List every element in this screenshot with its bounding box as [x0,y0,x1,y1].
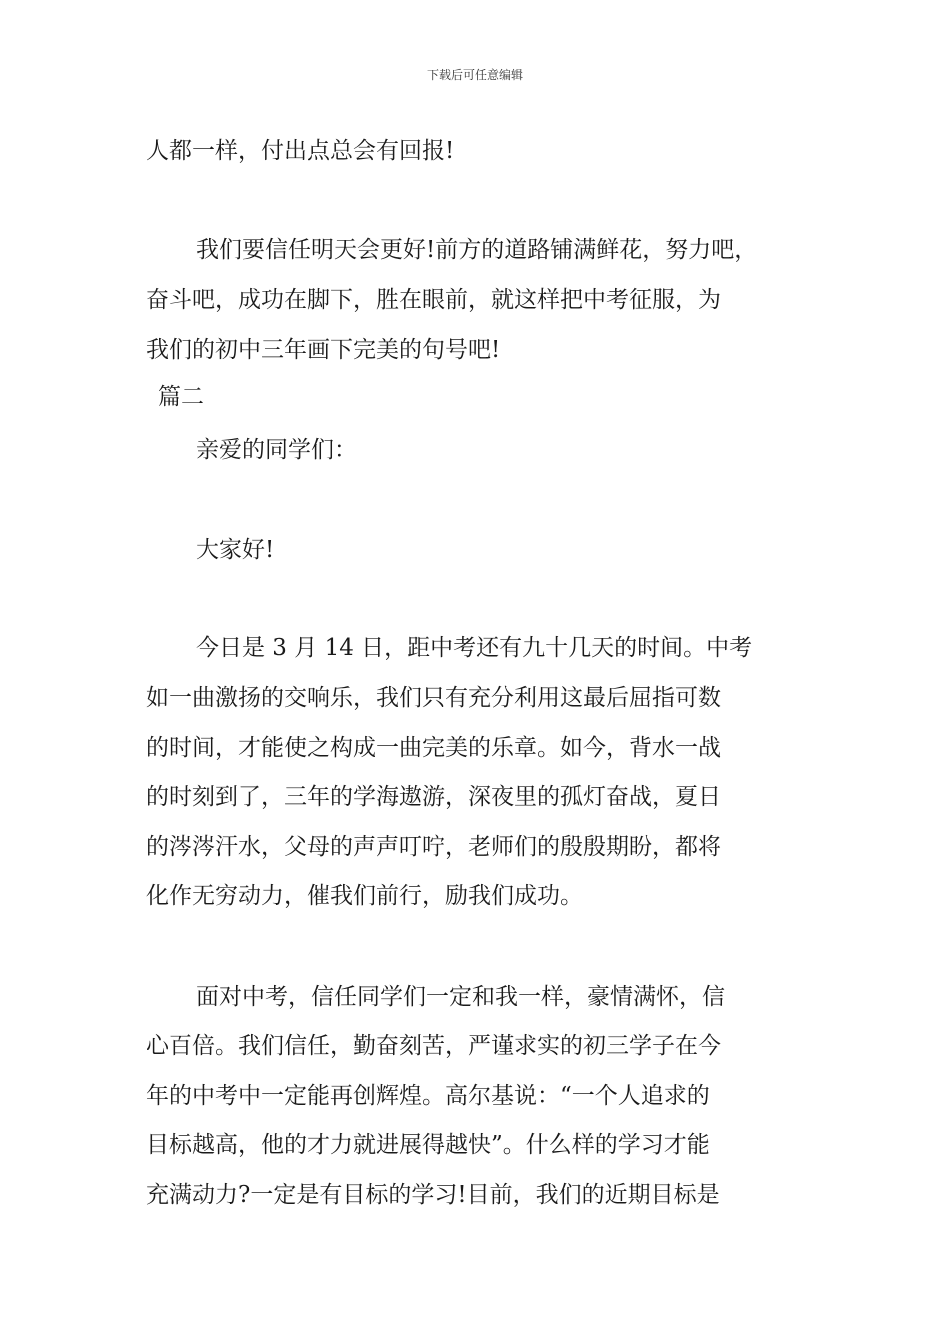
paragraph-line: 化作无穷动力，催我们前行，励我们成功。 [146,883,583,909]
paragraph-line: 人都一样，付出点总会有回报! [146,138,455,164]
paragraph-line: 面对中考，信任同学们一定和我一样，豪情满怀，信 [196,984,725,1010]
paragraph-line: 年的中考中一定能再创辉煌。高尔基说：“一个人追求的 [146,1083,710,1109]
paragraph-line: 的时间，才能使之构成一曲完美的乐章。如今，背水一战 [146,735,721,761]
section-heading: 篇二 [158,384,204,410]
paragraph-line: 奋斗吧，成功在脚下，胜在眼前，就这样把中考征服，为 [146,287,721,313]
paragraph-line: 我们要信任明天会更好!前方的道路铺满鲜花，努力吧， [196,237,758,263]
paragraph-line: 的涔涔汗水，父母的声声叮咛，老师们的殷殷期盼，都将 [146,834,721,860]
paragraph-line: 心百倍。我们信任，勤奋刻苦，严谨求实的初三学子在今 [146,1033,721,1059]
paragraph-line: 我们的初中三年画下完美的句号吧! [146,337,501,363]
paragraph-line: 目标越高，他的才力就进展得越快”。什么样的学习才能 [146,1132,710,1158]
paragraph-line: 充满动力?一定是有目标的学习!目前，我们的近期目标是 [146,1182,720,1208]
salutation: 亲爱的同学们： [196,437,357,463]
paragraph-line: 今日是 3 月 14 日，距中考还有九十几天的时间。中考 [196,635,753,661]
paragraph-line: 的时刻到了，三年的学海遨游，深夜里的孤灯奋战，夏日 [146,784,721,810]
paragraph-line: 如一曲激扬的交响乐，我们只有充分利用这最后屈指可数 [146,685,721,711]
greeting: 大家好! [196,537,275,563]
page-header: 下载后可任意编辑 [426,68,523,82]
